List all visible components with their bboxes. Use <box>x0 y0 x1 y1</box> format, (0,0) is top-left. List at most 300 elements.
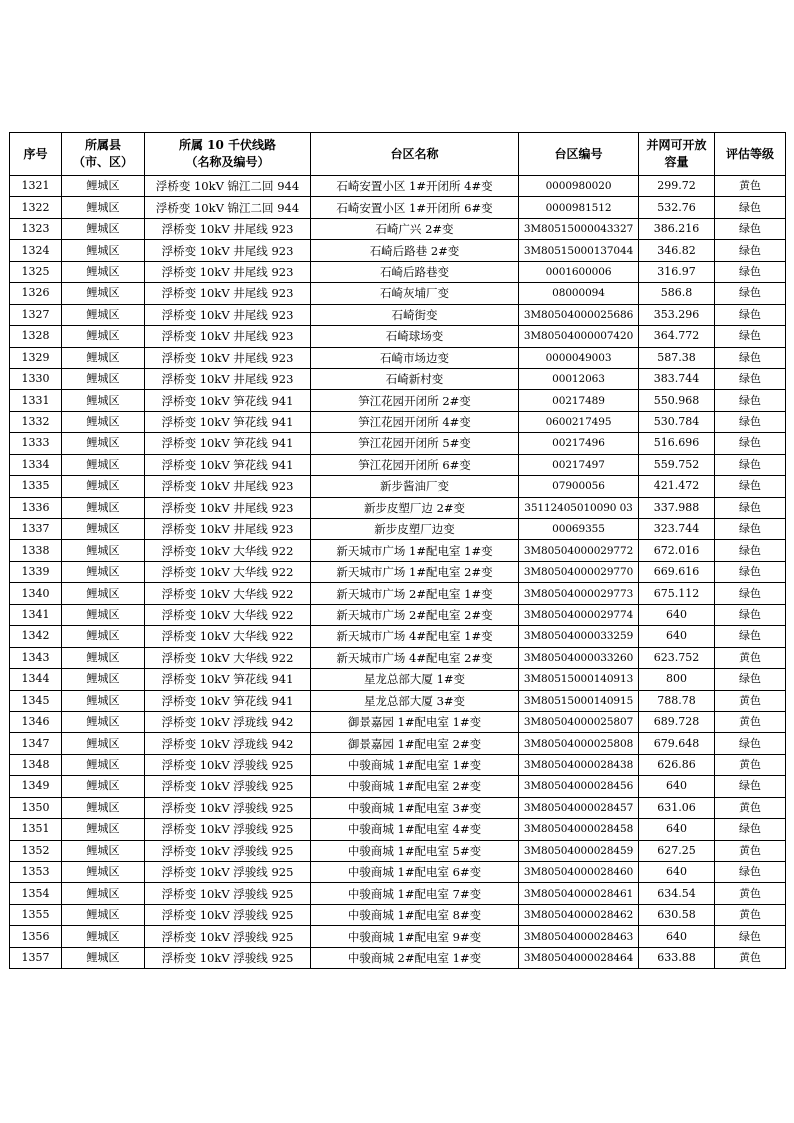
area-code-cell: 00012063 <box>519 368 639 389</box>
grade-cell: 黄色 <box>715 647 786 668</box>
grade-cell: 黄色 <box>715 711 786 732</box>
county-cell: 鲤城区 <box>62 519 145 540</box>
seq-cell: 1322 <box>10 197 62 218</box>
line-cell: 浮桥变 10kV 大华线 922 <box>145 540 311 561</box>
line-cell: 浮桥变 10kV 浮骏线 925 <box>145 904 311 925</box>
line-cell: 浮桥变 10kV 大华线 922 <box>145 626 311 647</box>
county-cell: 鲤城区 <box>62 711 145 732</box>
county-cell: 鲤城区 <box>62 476 145 497</box>
header-capacity-line2: 容量 <box>664 155 689 169</box>
seq-cell: 1344 <box>10 669 62 690</box>
capacity-cell: 559.752 <box>639 454 715 475</box>
capacity-cell: 299.72 <box>639 176 715 197</box>
grade-cell: 绿色 <box>715 626 786 647</box>
county-cell: 鲤城区 <box>62 947 145 968</box>
county-cell: 鲤城区 <box>62 754 145 775</box>
area-code-cell: 3M80504000028459 <box>519 840 639 861</box>
header-county <box>62 133 145 176</box>
line-cell: 浮桥变 10kV 浮骏线 925 <box>145 754 311 775</box>
header-line-line1: 所属 10 千伏线路 <box>178 138 277 152</box>
header-capacity-line1: 并网可开放 <box>646 138 707 152</box>
grade-cell: 绿色 <box>715 476 786 497</box>
county-cell: 鲤城区 <box>62 862 145 883</box>
table-row <box>10 197 786 218</box>
grade-cell: 黄色 <box>715 904 786 925</box>
table-row <box>10 711 786 732</box>
table-row <box>10 904 786 925</box>
seq-cell: 1329 <box>10 347 62 368</box>
area-name-cell: 新天城市广场 2#配电室 2#变 <box>311 604 519 625</box>
county-cell: 鲤城区 <box>62 540 145 561</box>
table-row <box>10 411 786 432</box>
capacity-cell: 640 <box>639 604 715 625</box>
grade-cell: 绿色 <box>715 304 786 325</box>
table-row <box>10 368 786 389</box>
seq-cell: 1328 <box>10 326 62 347</box>
county-cell: 鲤城区 <box>62 669 145 690</box>
area-code-cell: 0000049003 <box>519 347 639 368</box>
table-row <box>10 519 786 540</box>
grade-cell: 绿色 <box>715 433 786 454</box>
seq-cell: 1333 <box>10 433 62 454</box>
area-name-cell: 石崎灰埔厂变 <box>311 283 519 304</box>
line-cell: 浮桥变 10kV 浮骏线 925 <box>145 819 311 840</box>
table-row <box>10 326 786 347</box>
table-row <box>10 304 786 325</box>
seq-cell: 1341 <box>10 604 62 625</box>
grade-cell: 黄色 <box>715 947 786 968</box>
area-name-cell: 中骏商城 1#配电室 7#变 <box>311 883 519 904</box>
seq-cell: 1343 <box>10 647 62 668</box>
grade-cell: 绿色 <box>715 497 786 518</box>
line-cell: 浮桥变 10kV 笋花线 941 <box>145 390 311 411</box>
capacity-cell: 353.296 <box>639 304 715 325</box>
seq-cell: 1346 <box>10 711 62 732</box>
table-header-row <box>10 133 786 176</box>
county-cell: 鲤城区 <box>62 283 145 304</box>
line-cell: 浮桥变 10kV 大华线 922 <box>145 583 311 604</box>
table-row <box>10 283 786 304</box>
grade-cell: 绿色 <box>715 819 786 840</box>
grade-cell: 绿色 <box>715 519 786 540</box>
line-cell: 浮桥变 10kV 大华线 922 <box>145 561 311 582</box>
line-cell: 浮桥变 10kV 井尾线 923 <box>145 476 311 497</box>
capacity-cell: 586.8 <box>639 283 715 304</box>
header-line <box>145 133 311 176</box>
area-name-cell: 中骏商城 1#配电室 3#变 <box>311 797 519 818</box>
seq-cell: 1337 <box>10 519 62 540</box>
seq-cell: 1353 <box>10 862 62 883</box>
area-code-cell: 3M80504000028458 <box>519 819 639 840</box>
table-row <box>10 176 786 197</box>
grade-cell: 绿色 <box>715 326 786 347</box>
grade-cell: 黄色 <box>715 840 786 861</box>
table-row <box>10 947 786 968</box>
capacity-cell: 532.76 <box>639 197 715 218</box>
area-name-cell: 石崎后路巷变 <box>311 261 519 282</box>
area-code-cell: 3M80504000028456 <box>519 776 639 797</box>
table-body <box>10 176 786 969</box>
county-cell: 鲤城区 <box>62 733 145 754</box>
county-cell: 鲤城区 <box>62 411 145 432</box>
county-cell: 鲤城区 <box>62 326 145 347</box>
grade-cell: 绿色 <box>715 454 786 475</box>
table-row <box>10 776 786 797</box>
table-row <box>10 690 786 711</box>
line-cell: 浮桥变 10kV 井尾线 923 <box>145 283 311 304</box>
area-name-cell: 新天城市广场 4#配电室 2#变 <box>311 647 519 668</box>
table-row <box>10 754 786 775</box>
area-name-cell: 笋江花园开闭所 6#变 <box>311 454 519 475</box>
area-code-cell: 3M80504000029772 <box>519 540 639 561</box>
capacity-cell: 633.88 <box>639 947 715 968</box>
grade-cell: 绿色 <box>715 240 786 261</box>
area-code-cell: 3M80504000025808 <box>519 733 639 754</box>
county-cell: 鲤城区 <box>62 926 145 947</box>
area-code-cell: 3M80504000029770 <box>519 561 639 582</box>
capacity-cell: 316.97 <box>639 261 715 282</box>
capacity-table <box>9 132 786 969</box>
area-code-cell: 00069355 <box>519 519 639 540</box>
grade-cell: 绿色 <box>715 283 786 304</box>
line-cell: 浮桥变 10kV 井尾线 923 <box>145 261 311 282</box>
area-code-cell: 3M80504000033260 <box>519 647 639 668</box>
area-code-cell: 3M80504000028464 <box>519 947 639 968</box>
capacity-cell: 640 <box>639 626 715 647</box>
seq-cell: 1354 <box>10 883 62 904</box>
grade-cell: 绿色 <box>715 368 786 389</box>
line-cell: 浮桥变 10kV 浮骏线 925 <box>145 776 311 797</box>
area-name-cell: 中骏商城 1#配电室 1#变 <box>311 754 519 775</box>
seq-cell: 1334 <box>10 454 62 475</box>
area-code-cell: 3M80515000140915 <box>519 690 639 711</box>
area-name-cell: 石崎新村变 <box>311 368 519 389</box>
area-code-cell: 08000094 <box>519 283 639 304</box>
area-name-cell: 笋江花园开闭所 4#变 <box>311 411 519 432</box>
county-cell: 鲤城区 <box>62 797 145 818</box>
capacity-cell: 346.82 <box>639 240 715 261</box>
capacity-cell: 669.616 <box>639 561 715 582</box>
grade-cell: 绿色 <box>715 218 786 239</box>
seq-cell: 1348 <box>10 754 62 775</box>
seq-cell: 1351 <box>10 819 62 840</box>
grade-cell: 黄色 <box>715 883 786 904</box>
line-cell: 浮桥变 10kV 大华线 922 <box>145 604 311 625</box>
area-name-cell: 笋江花园开闭所 2#变 <box>311 390 519 411</box>
area-name-cell: 中骏商城 1#配电室 9#变 <box>311 926 519 947</box>
capacity-cell: 640 <box>639 862 715 883</box>
line-cell: 浮桥变 10kV 大华线 922 <box>145 647 311 668</box>
county-cell: 鲤城区 <box>62 776 145 797</box>
table-row <box>10 261 786 282</box>
area-name-cell: 新天城市广场 1#配电室 2#变 <box>311 561 519 582</box>
header-grade: 评估等级 <box>715 133 786 176</box>
area-name-cell: 新天城市广场 1#配电室 1#变 <box>311 540 519 561</box>
capacity-cell: 672.016 <box>639 540 715 561</box>
line-cell: 浮桥变 10kV 浮骏线 925 <box>145 947 311 968</box>
county-cell: 鲤城区 <box>62 347 145 368</box>
grade-cell: 绿色 <box>715 411 786 432</box>
county-cell: 鲤城区 <box>62 368 145 389</box>
line-cell: 浮桥变 10kV 井尾线 923 <box>145 497 311 518</box>
area-code-cell: 00217489 <box>519 390 639 411</box>
county-cell: 鲤城区 <box>62 390 145 411</box>
county-cell: 鲤城区 <box>62 561 145 582</box>
line-cell: 浮桥变 10kV 锦江二回 944 <box>145 176 311 197</box>
area-code-cell: 3M80504000028461 <box>519 883 639 904</box>
line-cell: 浮桥变 10kV 浮珑线 942 <box>145 733 311 754</box>
header-area-name: 台区名称 <box>311 133 519 176</box>
line-cell: 浮桥变 10kV 笋花线 941 <box>145 669 311 690</box>
table-row <box>10 454 786 475</box>
grade-cell: 绿色 <box>715 540 786 561</box>
area-code-cell: 0000980020 <box>519 176 639 197</box>
county-cell: 鲤城区 <box>62 240 145 261</box>
seq-cell: 1352 <box>10 840 62 861</box>
seq-cell: 1323 <box>10 218 62 239</box>
table-row <box>10 218 786 239</box>
seq-cell: 1327 <box>10 304 62 325</box>
county-cell: 鲤城区 <box>62 883 145 904</box>
capacity-cell: 337.988 <box>639 497 715 518</box>
capacity-cell: 800 <box>639 669 715 690</box>
area-code-cell: 0600217495 <box>519 411 639 432</box>
capacity-cell: 675.112 <box>639 583 715 604</box>
county-cell: 鲤城区 <box>62 819 145 840</box>
seq-cell: 1332 <box>10 411 62 432</box>
table-row <box>10 561 786 582</box>
capacity-cell: 364.772 <box>639 326 715 347</box>
table-row <box>10 883 786 904</box>
county-cell: 鲤城区 <box>62 176 145 197</box>
area-name-cell: 石崎市场边变 <box>311 347 519 368</box>
table-row <box>10 733 786 754</box>
line-cell: 浮桥变 10kV 笋花线 941 <box>145 411 311 432</box>
capacity-cell: 421.472 <box>639 476 715 497</box>
seq-cell: 1330 <box>10 368 62 389</box>
area-name-cell: 笋江花园开闭所 5#变 <box>311 433 519 454</box>
area-code-cell: 3M80515000140913 <box>519 669 639 690</box>
line-cell: 浮桥变 10kV 浮骏线 925 <box>145 926 311 947</box>
capacity-cell: 383.744 <box>639 368 715 389</box>
seq-cell: 1331 <box>10 390 62 411</box>
table-row <box>10 390 786 411</box>
header-seq: 序号 <box>10 133 62 176</box>
grade-cell: 绿色 <box>715 347 786 368</box>
area-name-cell: 石崎街变 <box>311 304 519 325</box>
area-code-cell: 00217497 <box>519 454 639 475</box>
grade-cell: 绿色 <box>715 261 786 282</box>
area-name-cell: 新天城市广场 4#配电室 1#变 <box>311 626 519 647</box>
table-row <box>10 840 786 861</box>
line-cell: 浮桥变 10kV 浮珑线 942 <box>145 711 311 732</box>
area-code-cell: 3M80504000028460 <box>519 862 639 883</box>
seq-cell: 1355 <box>10 904 62 925</box>
area-code-cell: 3M80504000007420 <box>519 326 639 347</box>
capacity-cell: 516.696 <box>639 433 715 454</box>
line-cell: 浮桥变 10kV 井尾线 923 <box>145 368 311 389</box>
county-cell: 鲤城区 <box>62 497 145 518</box>
grade-cell: 绿色 <box>715 776 786 797</box>
grade-cell: 绿色 <box>715 583 786 604</box>
grade-cell: 绿色 <box>715 390 786 411</box>
table-row <box>10 647 786 668</box>
county-cell: 鲤城区 <box>62 604 145 625</box>
line-cell: 浮桥变 10kV 浮骏线 925 <box>145 862 311 883</box>
seq-cell: 1340 <box>10 583 62 604</box>
area-name-cell: 御景嘉园 1#配电室 1#变 <box>311 711 519 732</box>
table-row <box>10 240 786 261</box>
capacity-cell: 627.25 <box>639 840 715 861</box>
line-cell: 浮桥变 10kV 浮骏线 925 <box>145 840 311 861</box>
county-cell: 鲤城区 <box>62 840 145 861</box>
capacity-cell: 623.752 <box>639 647 715 668</box>
grade-cell: 绿色 <box>715 561 786 582</box>
county-cell: 鲤城区 <box>62 433 145 454</box>
county-cell: 鲤城区 <box>62 197 145 218</box>
grade-cell: 黄色 <box>715 176 786 197</box>
area-name-cell: 石崎球场变 <box>311 326 519 347</box>
area-code-cell: 3M80515000043327 <box>519 218 639 239</box>
grade-cell: 绿色 <box>715 862 786 883</box>
line-cell: 浮桥变 10kV 井尾线 923 <box>145 304 311 325</box>
area-name-cell: 御景嘉园 1#配电室 2#变 <box>311 733 519 754</box>
grade-cell: 绿色 <box>715 733 786 754</box>
line-cell: 浮桥变 10kV 井尾线 923 <box>145 347 311 368</box>
capacity-cell: 626.86 <box>639 754 715 775</box>
area-name-cell: 新步酱油厂变 <box>311 476 519 497</box>
area-name-cell: 石崎后路巷 2#变 <box>311 240 519 261</box>
seq-cell: 1324 <box>10 240 62 261</box>
county-cell: 鲤城区 <box>62 647 145 668</box>
county-cell: 鲤城区 <box>62 261 145 282</box>
area-code-cell: 3M80515000137044 <box>519 240 639 261</box>
county-cell: 鲤城区 <box>62 454 145 475</box>
line-cell: 浮桥变 10kV 笋花线 941 <box>145 454 311 475</box>
line-cell: 浮桥变 10kV 浮骏线 925 <box>145 797 311 818</box>
area-name-cell: 石崎安置小区 1#开闭所 6#变 <box>311 197 519 218</box>
capacity-cell: 323.744 <box>639 519 715 540</box>
county-cell: 鲤城区 <box>62 218 145 239</box>
table-row <box>10 497 786 518</box>
capacity-cell: 640 <box>639 926 715 947</box>
area-code-cell: 3M80504000028438 <box>519 754 639 775</box>
table-row <box>10 862 786 883</box>
capacity-cell: 631.06 <box>639 797 715 818</box>
table-row <box>10 540 786 561</box>
seq-cell: 1350 <box>10 797 62 818</box>
area-name-cell: 中骏商城 1#配电室 5#变 <box>311 840 519 861</box>
capacity-cell: 689.728 <box>639 711 715 732</box>
seq-cell: 1336 <box>10 497 62 518</box>
county-cell: 鲤城区 <box>62 904 145 925</box>
area-code-cell: 3M80504000025807 <box>519 711 639 732</box>
area-code-cell: 3M80504000028462 <box>519 904 639 925</box>
line-cell: 浮桥变 10kV 井尾线 923 <box>145 519 311 540</box>
area-code-cell: 3M80504000028457 <box>519 797 639 818</box>
area-name-cell: 新步皮塑厂边 2#变 <box>311 497 519 518</box>
table-row <box>10 476 786 497</box>
header-county-line2: （市、区） <box>72 155 133 169</box>
area-code-cell: 3M80504000033259 <box>519 626 639 647</box>
line-cell: 浮桥变 10kV 井尾线 923 <box>145 218 311 239</box>
line-cell: 浮桥变 10kV 井尾线 923 <box>145 240 311 261</box>
table-row <box>10 347 786 368</box>
area-code-cell: 3M80504000029774 <box>519 604 639 625</box>
line-cell: 浮桥变 10kV 笋花线 941 <box>145 433 311 454</box>
seq-cell: 1335 <box>10 476 62 497</box>
area-name-cell: 中骏商城 1#配电室 2#变 <box>311 776 519 797</box>
grade-cell: 绿色 <box>715 604 786 625</box>
line-cell: 浮桥变 10kV 浮骏线 925 <box>145 883 311 904</box>
seq-cell: 1356 <box>10 926 62 947</box>
grade-cell: 绿色 <box>715 926 786 947</box>
area-name-cell: 新步皮塑厂边变 <box>311 519 519 540</box>
seq-cell: 1338 <box>10 540 62 561</box>
county-cell: 鲤城区 <box>62 583 145 604</box>
seq-cell: 1339 <box>10 561 62 582</box>
area-name-cell: 星龙总部大厦 1#变 <box>311 669 519 690</box>
header-area-code: 台区编号 <box>519 133 639 176</box>
county-cell: 鲤城区 <box>62 304 145 325</box>
county-cell: 鲤城区 <box>62 626 145 647</box>
line-cell: 浮桥变 10kV 井尾线 923 <box>145 326 311 347</box>
area-name-cell: 星龙总部大厦 3#变 <box>311 690 519 711</box>
grade-cell: 绿色 <box>715 669 786 690</box>
grade-cell: 黄色 <box>715 754 786 775</box>
table-row <box>10 583 786 604</box>
seq-cell: 1357 <box>10 947 62 968</box>
area-code-cell: 0001600006 <box>519 261 639 282</box>
area-code-cell: 0000981512 <box>519 197 639 218</box>
table-row <box>10 797 786 818</box>
capacity-cell: 587.38 <box>639 347 715 368</box>
capacity-cell: 530.784 <box>639 411 715 432</box>
area-name-cell: 中骏商城 2#配电室 1#变 <box>311 947 519 968</box>
line-cell: 浮桥变 10kV 锦江二回 944 <box>145 197 311 218</box>
grade-cell: 绿色 <box>715 197 786 218</box>
area-name-cell: 石崎广兴 2#变 <box>311 218 519 239</box>
area-name-cell: 中骏商城 1#配电室 6#变 <box>311 862 519 883</box>
area-code-cell: 00217496 <box>519 433 639 454</box>
seq-cell: 1342 <box>10 626 62 647</box>
area-name-cell: 石崎安置小区 1#开闭所 4#变 <box>311 176 519 197</box>
seq-cell: 1345 <box>10 690 62 711</box>
seq-cell: 1321 <box>10 176 62 197</box>
seq-cell: 1347 <box>10 733 62 754</box>
county-cell: 鲤城区 <box>62 690 145 711</box>
capacity-cell: 640 <box>639 819 715 840</box>
capacity-cell: 550.968 <box>639 390 715 411</box>
capacity-cell: 640 <box>639 776 715 797</box>
line-cell: 浮桥变 10kV 笋花线 941 <box>145 690 311 711</box>
header-county-line1: 所属县 <box>84 138 121 152</box>
area-code-cell: 3M80504000025686 <box>519 304 639 325</box>
area-name-cell: 中骏商城 1#配电室 4#变 <box>311 819 519 840</box>
area-name-cell: 中骏商城 1#配电室 8#变 <box>311 904 519 925</box>
capacity-cell: 630.58 <box>639 904 715 925</box>
table-row <box>10 433 786 454</box>
seq-cell: 1349 <box>10 776 62 797</box>
area-name-cell: 新天城市广场 2#配电室 1#变 <box>311 583 519 604</box>
area-code-cell: 35112405010090 03 <box>519 497 639 518</box>
area-code-cell: 07900056 <box>519 476 639 497</box>
capacity-cell: 788.78 <box>639 690 715 711</box>
table-row <box>10 626 786 647</box>
header-line-line2: （名称及编号） <box>185 155 270 169</box>
grade-cell: 黄色 <box>715 797 786 818</box>
capacity-cell: 634.54 <box>639 883 715 904</box>
